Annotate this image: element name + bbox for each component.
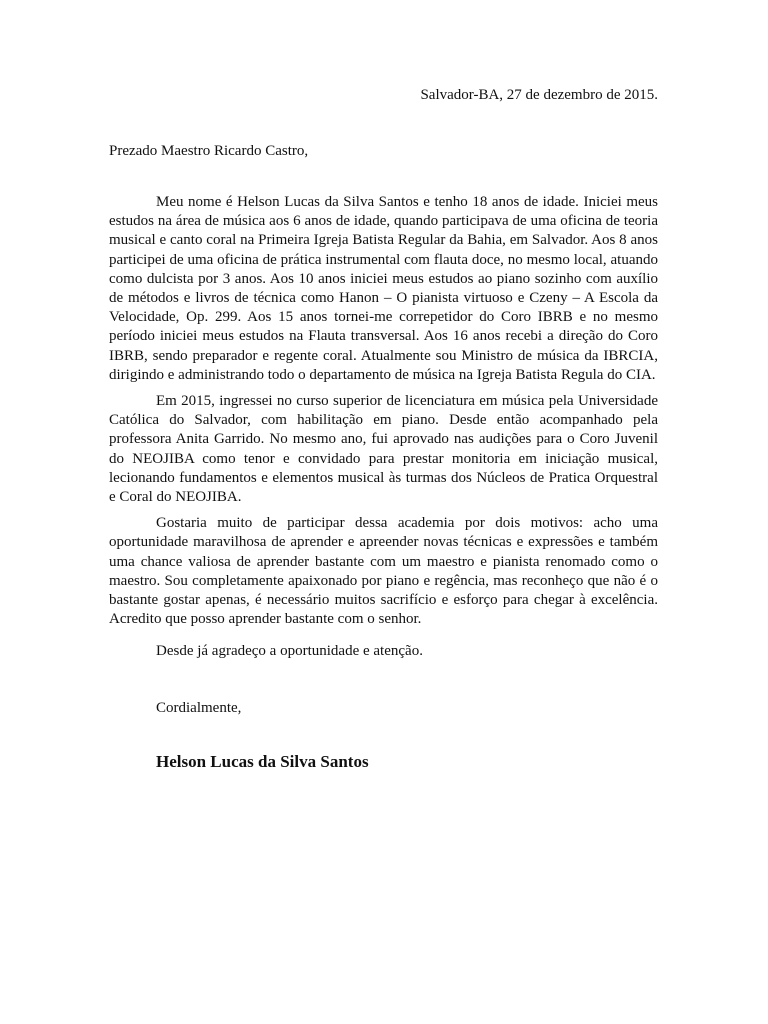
closing-line: Cordialmente, <box>156 700 242 716</box>
thanks-line: Desde já agradeço a oportunidade e atenção. <box>156 643 423 659</box>
letter-body <box>109 193 658 636</box>
date-line: Salvador-BA, 27 de dezembro de 2015. <box>420 87 658 103</box>
paragraph-education: Em 2015, ingressei no curso superior de licenciatura em música pela Universidade Católica do Salvador, com habilitação em piano. Desde então acompanhado pela professora Anita Garrido. No mesmo ano, fui aprovado nas audições para o Coro Juvenil do NEOJIBA como tenor e convidado para prestar monitoria em iniciação musical, lecionando fundamentos e elementos musical às turmas dos Núcleos de Pratica Orquestral e Coral do NEOJIBA. <box>109 393 658 506</box>
paragraph-motivation: Gostaria muito de participar dessa academia por dois motivos: acho uma oportunidade maravilhosa de aprender e apreender novas técnicas e expressões e também uma chance valiosa de aprender bastante com um maestro e pianista renomado como o maestro. Sou completamente apaixonado por piano e regência, mas reconheço que não é o bastante gostar apenas, é necessário muitos sacrifício e esforço para chegar à excelência. Acredito que posso aprender bastante com o senhor. <box>109 515 658 628</box>
salutation: Prezado Maestro Ricardo Castro, <box>109 143 309 159</box>
paragraph-background: Meu nome é Helson Lucas da Silva Santos e tenho 18 anos de idade. Iniciei meus estudos na área de música aos 6 anos de idade, quando participava de uma oficina de teoria musical e canto coral na Primeira Igreja Batista Regular da Bahia, em Salvador. Aos 8 anos participei de uma oficina de prática instrumental com flauta doce, no mesmo local, atuando como dulcista por 3 anos. Aos 10 anos iniciei meus estudos ao piano sozinho com auxílio de métodos e livros de técnica como Hanon – O pianista virtuoso e Czeny – A Escola da Velocidade, Op. 299. Aos 15 anos tornei-me correpetidor do Coro IBRB e no mesmo período iniciei meus estudos na Flauta transversal. Aos 16 anos recebi a direção do Coro IBRB, sendo preparador e regente coral. Atualmente sou Ministro de música da IBRCIA, dirigindo e administrando todo o departamento de música na Igreja Batista Regula do CIA. <box>109 194 658 383</box>
signature-name: Helson Lucas da Silva Santos <box>156 752 369 771</box>
